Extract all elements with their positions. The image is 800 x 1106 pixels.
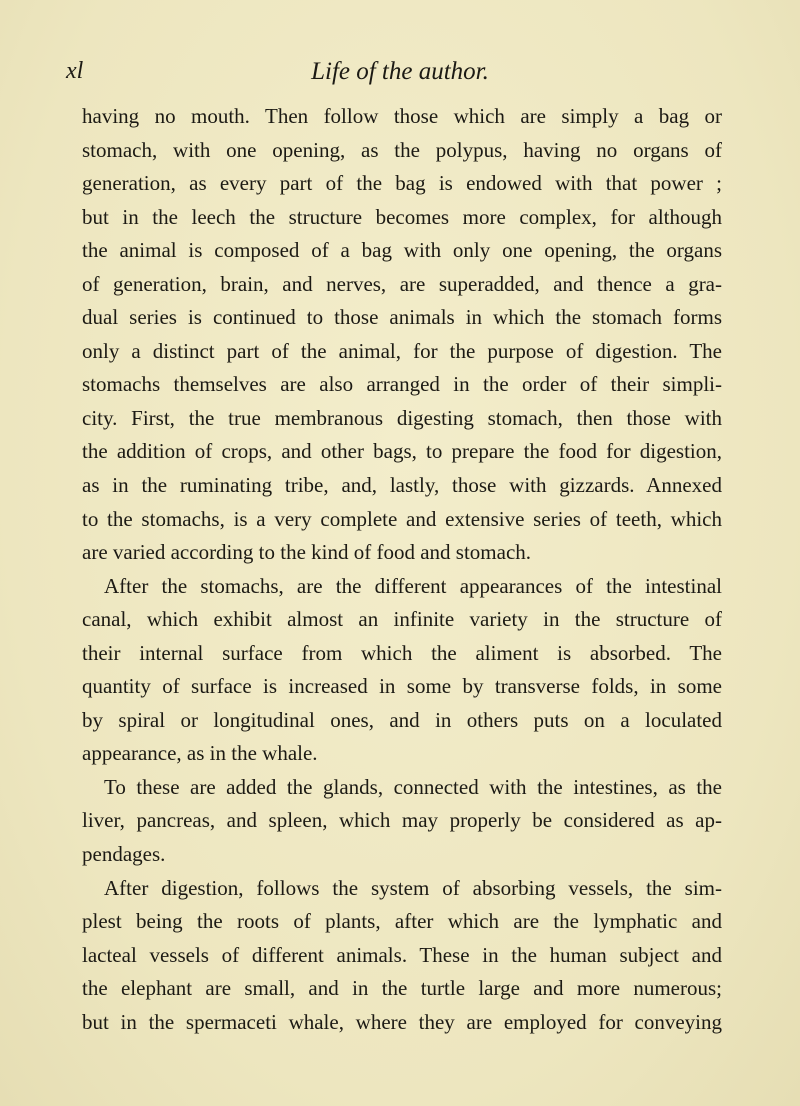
text-line: by spiral or longitudinal ones, and in others puts on a loculated — [82, 707, 722, 732]
text-line: as in the ruminating tribe, and, lastly, those with gizzards. Annexed — [82, 473, 722, 498]
text-line: stomachs themselves are also arranged in the order of their simpli- — [82, 372, 722, 397]
text-line: dual series is continued to those animals in which the stomach forms — [82, 305, 722, 330]
running-title: Life of the author. — [311, 58, 489, 85]
text-line: of generation, brain, and nerves, are superadded, and thence a gra- — [82, 271, 722, 296]
text-line: the elephant are small, and in the turtle large and more numerous; — [82, 976, 722, 1001]
paragraph-end-line: pendages. — [82, 842, 166, 867]
text-line: plest being the roots of plants, after which are the lymphatic and — [82, 909, 722, 934]
text-line: generation, as every part of the bag is endowed with that power ; — [82, 171, 722, 196]
body-text — [82, 100, 722, 1039]
paragraph-end-line: are varied according to the kind of food and stomach. — [82, 540, 532, 565]
page-number: xl — [66, 58, 84, 84]
text-line: having no mouth. Then follow those which are simply a bag or — [82, 104, 722, 128]
text-line: canal, which exhibit almost an infinite variety in the structure of — [82, 607, 722, 632]
paragraph-end-line: appearance, as in the whale. — [82, 741, 318, 766]
text-line: stomach, with one opening, as the polypus, having no organs of — [82, 137, 722, 162]
text-line: their internal surface from which the aliment is absorbed. The — [82, 640, 722, 665]
running-header — [0, 58, 800, 92]
paragraph-start-line: To these are added the glands, connected with the intestines, as the — [104, 774, 722, 799]
text-line: the addition of crops, and other bags, to prepare the food for digestion, — [82, 439, 722, 464]
text-line: only a distinct part of the animal, for the purpose of digestion. The — [82, 338, 722, 363]
text-line: liver, pancreas, and spleen, which may properly be considered as ap- — [82, 808, 722, 833]
text-line: city. First, the true membranous digesting stomach, then those with — [82, 405, 722, 430]
text-line: but in the spermaceti whale, where they are employed for conveying — [82, 1009, 722, 1034]
text-line: but in the leech the structure becomes more complex, for although — [82, 204, 722, 229]
text-line: quantity of surface is increased in some by transverse folds, in some — [82, 674, 722, 699]
paragraph-start-line: After the stomachs, are the different appearances of the intestinal — [104, 573, 722, 598]
text-line: the animal is composed of a bag with only one opening, the organs — [82, 238, 722, 263]
text-line: to the stomachs, is a very complete and extensive series of teeth, which — [82, 506, 722, 531]
text-line: lacteal vessels of different animals. These in the human subject and — [82, 942, 722, 967]
paragraph-start-line: After digestion, follows the system of absorbing vessels, the sim- — [104, 875, 722, 900]
